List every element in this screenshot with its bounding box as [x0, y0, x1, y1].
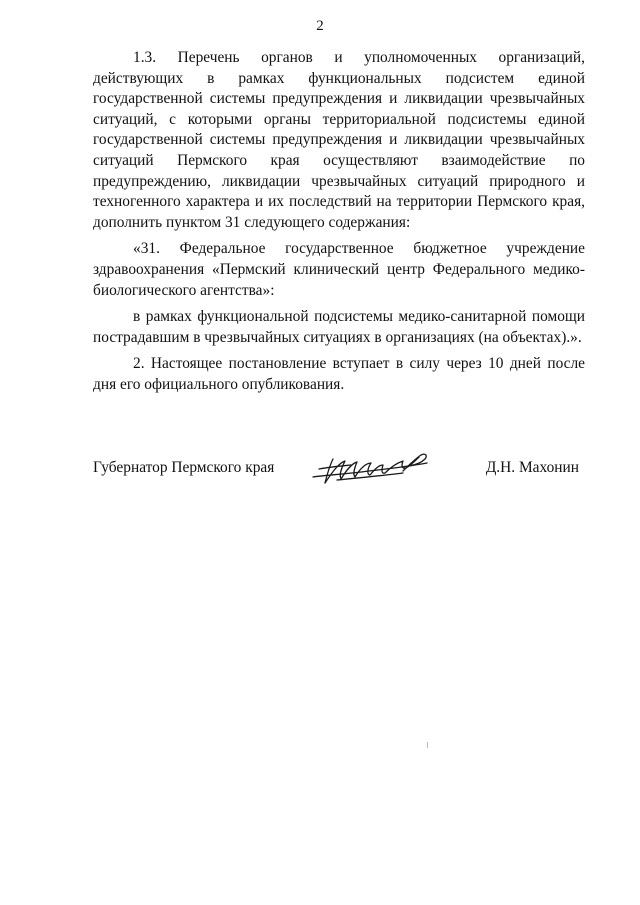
paragraph-item-31-scope: в рамках функциональной подсистемы медико-санитарной помощи пострадавшим в чрезвычайных ситуациях в организациях (на объектах).». — [93, 308, 585, 346]
paragraph-1-3: 1.3. Перечень органов и уполномоченных организаций, действующих в рамках функциональных подсистем единой государственной системы предупреждения и ликвидации чрезвычайных ситуаций, с которыми органы территориальной подсистемы единой государственной системы предупреждения и ликвидации чрезвычайных ситуаций Пермского края осуществляют взаимодействие по предупреждению, ликвидации чрезвычайных ситуаций природного и техногенного характера и их последствий на территории Пермского края, дополнить пунктом 31 следующего содержания: — [93, 49, 585, 231]
document-body — [93, 48, 585, 396]
paragraph-item-31: «31. Федеральное государственное бюджетное учреждение здравоохранения «Пермский клинический центр Федерального медико-биологического агентства»: — [93, 240, 585, 299]
signature-block — [93, 459, 585, 489]
signatory-title: Губернатор Пермского края — [93, 459, 275, 476]
signatory-name: Д.Н. Махонин — [485, 459, 579, 476]
page-number: 2 — [316, 18, 324, 34]
handwritten-signature-icon — [307, 447, 433, 487]
scan-artifact — [427, 742, 428, 748]
paragraph-2-effective-date: 2. Настоящее постановление вступает в силу через 10 дней после дня его официального опубликования. — [93, 355, 585, 393]
